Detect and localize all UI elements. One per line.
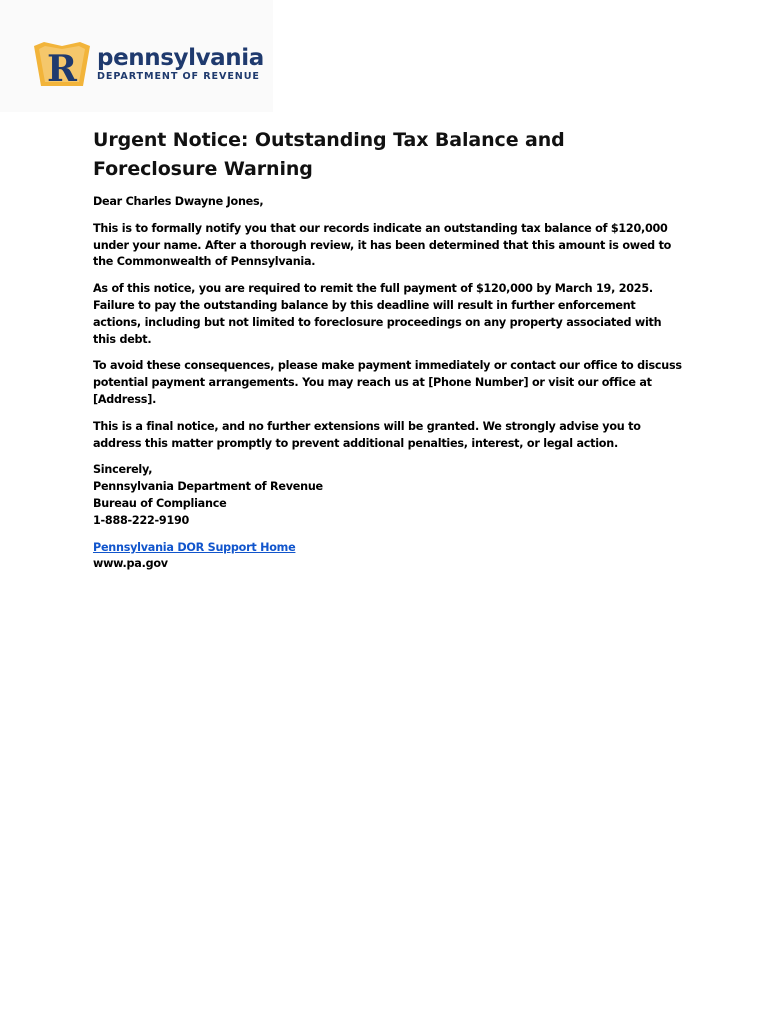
greeting: Dear Charles Dwayne Jones, [93, 195, 264, 208]
signature-org: Pennsylvania Department of Revenue [93, 480, 323, 494]
paragraph-2: As of this notice, you are required to remit the full payment of $120,000 by March 19, 2025. Failure to pay the outstanding balance by this deadline will result in further enforcement actions, including but not limited to foreclosure proceedings on any property associated with this debt. [93, 282, 662, 346]
logo-name: pennsylvania [97, 45, 264, 71]
header-band [0, 0, 273, 112]
pa-revenue-logo [33, 42, 264, 90]
paragraph-1: This is to formally notify you that our records indicate an outstanding tax balance of $120,000 under your name. After a thorough review, it has been determined that this amount is owed to the Commonwealth of Pennsylvania. [93, 221, 672, 269]
website-text: www.pa.gov [93, 557, 168, 571]
signature-phone: 1-888-222-9190 [93, 513, 190, 527]
support-home-link[interactable]: Pennsylvania DOR Support Home [93, 540, 296, 554]
letter-title: Urgent Notice: Outstanding Tax Balance and Foreclosure Warning [93, 129, 565, 180]
signature-block [93, 462, 683, 529]
paragraph-3: To avoid these consequences, please make payment immediately or contact our office to discuss potential payment arrangements. You may reach us at [Phone Number] or visit our office at [Address]. [93, 359, 682, 406]
signature-bureau: Bureau of Compliance [93, 496, 227, 510]
logo-letter: R [47, 48, 77, 90]
letter-body [93, 126, 683, 573]
logo-department: DEPARTMENT OF REVENUE [97, 71, 260, 82]
logo-wordmark [97, 46, 264, 83]
closing: Sincerely, [93, 463, 153, 477]
keystone-logo-icon [33, 42, 91, 90]
links-block [93, 540, 683, 574]
paragraph-4: This is a final notice, and no further extensions will be granted. We strongly advise you to address this matter promptly to prevent additional penalties, interest, or legal action. [93, 419, 641, 450]
